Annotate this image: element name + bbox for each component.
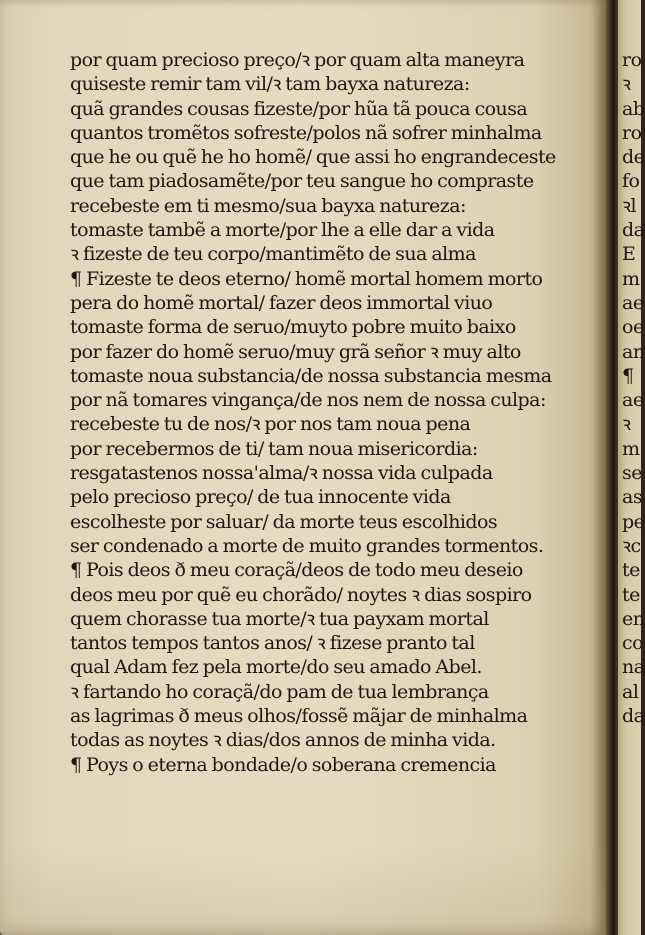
text-line: tomaste tambẽ a morte/por lhe a elle dar a vida bbox=[70, 219, 495, 242]
text-line: pelo precioso preço/ de tua innocente vida bbox=[70, 486, 451, 509]
text-line: tantos tempos tantos anos/ ꝛ fizese pranto tal bbox=[70, 632, 475, 655]
text-line-fragment: ¶ bbox=[622, 364, 634, 387]
text-line: todas as noytes ꝛ dias/dos annos de minha vida. bbox=[70, 729, 496, 752]
text-line: recebeste tu de nos/ꝛ por nos tam noua pena bbox=[70, 413, 471, 436]
text-line: quã grandes cousas fizeste/por hũa tã pouca cousa bbox=[70, 97, 528, 120]
text-line-fragment: ae bbox=[622, 291, 644, 314]
text-line: qual Adam fez pela morte/do seu amado Abel. bbox=[70, 656, 482, 679]
text-line: por recebermos de ti/ tam noua misericordia: bbox=[70, 437, 478, 460]
text-line: por quam precioso preço/ꝛ por quam alta maneyra bbox=[70, 49, 525, 71]
text-line-fragment: an bbox=[622, 340, 645, 363]
text-line: quem chorasse tua morte/ꝛ tua payxam mortal bbox=[70, 607, 489, 630]
text-line: por nã tomares vingança/de nos nem de nossa culpa: bbox=[70, 389, 546, 412]
text-line: quantos tromẽtos sofreste/polos nã sofrer minhalma bbox=[70, 121, 542, 144]
text-line-fragment: co bbox=[622, 632, 644, 655]
text-line-fragment: as bbox=[622, 486, 643, 509]
text-line-fragment: ae bbox=[622, 389, 644, 412]
text-line: resgatastenos nossa'alma/ꝛ nossa vida culpada bbox=[70, 462, 493, 485]
text-line: que tam piadosamẽte/por teu sangue ho compraste bbox=[70, 170, 534, 193]
text-line-fragment: ꝛ bbox=[622, 73, 631, 96]
text-line: deos meu por quẽ eu chorãdo/ noytes ꝛ dias sospiro bbox=[70, 583, 532, 606]
text-line-fragment: ab bbox=[622, 97, 645, 120]
text-line-fragment: m bbox=[622, 437, 640, 460]
right-page-text bbox=[622, 48, 645, 728]
right-page-edge bbox=[618, 0, 645, 935]
text-line-fragment: ro bbox=[622, 49, 642, 71]
text-line-fragment: al bbox=[622, 680, 639, 703]
text-line-fragment: da bbox=[622, 219, 645, 242]
text-line: ꝛ fizeste de teu corpo/mantimẽto de sua alma bbox=[70, 243, 476, 266]
text-line-fragment: na bbox=[622, 656, 645, 679]
text-line-fragment: en bbox=[622, 607, 645, 630]
text-line: pera do homẽ mortal/ fazer deos immortal viuo bbox=[70, 291, 493, 314]
text-line: por fazer do homẽ seruo/muy grã señor ꝛ muy alto bbox=[70, 340, 521, 363]
text-line-fragment: ꝛc bbox=[622, 534, 641, 557]
text-line-fragment: de bbox=[622, 146, 645, 169]
text-line: recebeste em ti mesmo/sua bayxa natureza: bbox=[70, 194, 466, 217]
text-line-fragment: se bbox=[622, 462, 642, 485]
text-line: tomaste noua substancia/de nossa substancia mesma bbox=[70, 364, 552, 387]
text-line-fragment: fo bbox=[622, 170, 640, 193]
text-line: ¶ Fizeste te deos eterno/ homẽ mortal homem morto bbox=[70, 267, 543, 290]
text-line-fragment: te bbox=[622, 583, 640, 606]
text-line-fragment: pe bbox=[622, 510, 645, 533]
text-line-fragment: oe bbox=[622, 316, 644, 339]
text-line: ꝛ fartando ho coraçã/do pam de tua lembrança bbox=[70, 680, 489, 703]
text-line-fragment: te bbox=[622, 559, 640, 582]
text-line-fragment: E bbox=[622, 243, 636, 266]
text-line-fragment: ꝛl bbox=[622, 194, 637, 217]
text-line: ¶ Poys o eterna bondade/o soberana cremencia bbox=[70, 753, 496, 776]
text-line-fragment: ꝛ bbox=[622, 413, 631, 436]
text-line-fragment: ro bbox=[622, 121, 642, 144]
text-line: quiseste remir tam vil/ꝛ tam bayxa natureza: bbox=[70, 73, 470, 96]
text-line: tomaste forma de seruo/muyto pobre muito baixo bbox=[70, 316, 516, 339]
text-line: escolheste por saluar/ da morte teus escolhidos bbox=[70, 510, 498, 533]
text-line-fragment: da bbox=[622, 705, 645, 728]
text-line: ser condenado a morte de muito grandes tormentos. bbox=[70, 534, 544, 557]
text-line: ¶ Pois deos ð meu coraçã/deos de todo meu deseio bbox=[70, 559, 523, 582]
text-line: as lagrimas ð meus olhos/fossẽ mãjar de minhalma bbox=[70, 705, 528, 728]
text-line-fragment: m bbox=[622, 267, 640, 290]
text-line: que he ou quẽ he ho homẽ/ que assi ho engrandeceste bbox=[70, 146, 556, 169]
left-page-text bbox=[70, 48, 605, 777]
